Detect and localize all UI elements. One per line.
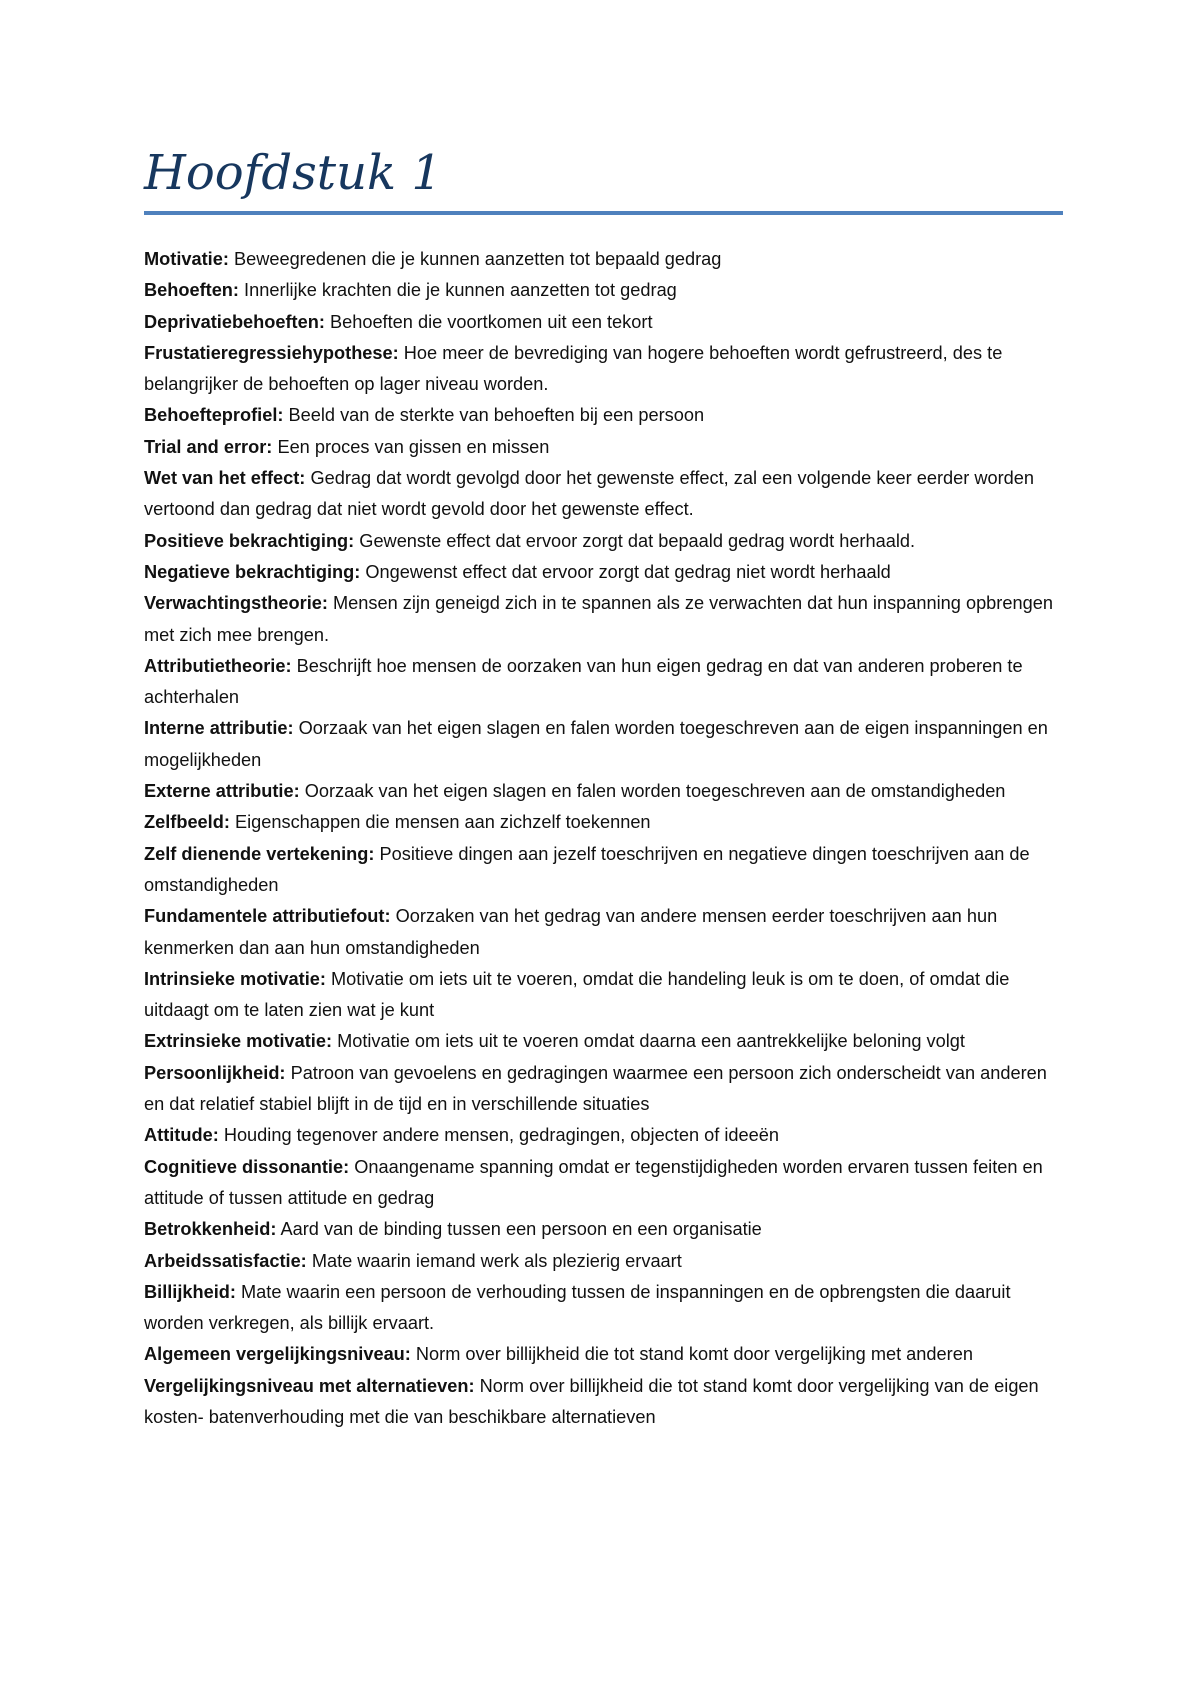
definition-entry: [144, 400, 1070, 431]
definition-text: Gedrag dat wordt gevolgd door het gewenste effect, zal een volgende keer eerder worden vertoond dan gedrag dat niet wordt gevold door het gewenste effect.: [144, 468, 1035, 520]
definition-text: Beschrijft hoe mensen de oorzaken van hun eigen gedrag en dat van anderen proberen te achterhalen: [144, 655, 1023, 708]
definition-term: Attitude:: [144, 1125, 219, 1146]
definition-term: Deprivatiebehoeften:: [144, 311, 325, 332]
definition-entry: [144, 307, 1070, 338]
definition-term: Wet van het effect:: [144, 468, 306, 489]
definition-entry: [144, 964, 1070, 1027]
definition-text: Positieve dingen aan jezelf toeschrijven en negatieve dingen toeschrijven aan de omstandigheden: [144, 843, 1030, 895]
chapter-heading: Hoofdstuk 1: [144, 145, 442, 201]
definition-term: Zelf dienende vertekening:: [144, 843, 375, 864]
definition-text: Aard van de binding tussen een persoon en een organisatie: [280, 1219, 762, 1240]
definition-term: Behoefteprofiel:: [144, 405, 284, 426]
definition-entry: [144, 1371, 1070, 1434]
definition-entry: [144, 432, 1070, 463]
definition-text: Ongewenst effect dat ervoor zorgt dat gedrag niet wordt herhaald: [365, 561, 891, 582]
definition-text: Mate waarin een persoon de verhouding tussen de inspanningen en de opbrengsten die daaruit worden verkregen, als billijk ervaart.: [144, 1281, 1011, 1334]
definition-text: Norm over billijkheid die tot stand komt door vergelijking met anderen: [415, 1344, 973, 1365]
definition-text: Gewenste effect dat ervoor zorgt dat bepaald gedrag wordt herhaald.: [359, 530, 916, 551]
definition-entry: [144, 275, 1070, 306]
definition-entry: [144, 1214, 1070, 1245]
definition-entry: [144, 713, 1070, 776]
definition-entry: [144, 1339, 1070, 1370]
definition-text: Eigenschappen die mensen aan zichzelf toekennen: [234, 812, 651, 833]
definition-term: Betrokkenheid:: [144, 1219, 277, 1240]
definition-term: Attributietheorie:: [144, 655, 292, 676]
definition-entry: [144, 557, 1070, 588]
definition-text: Patroon van gevoelens en gedragingen waarmee een persoon zich onderscheidt van anderen en dat relatief stabiel blijft in de tijd en in verschillende situaties: [144, 1062, 1047, 1115]
definition-text: Oorzaken van het gedrag van andere mensen eerder toeschrijven aan hun kenmerken dan aan hun omstandigheden: [144, 906, 998, 958]
definition-term: Intrinsieke motivatie:: [144, 968, 326, 989]
definition-term: Trial and error:: [144, 436, 273, 457]
definition-term: Externe attributie:: [144, 781, 300, 802]
definition-term: Persoonlijkheid:: [144, 1062, 286, 1083]
definition-entry: [144, 588, 1070, 651]
heading-underline: [144, 211, 1063, 215]
definition-term: Verwachtingstheorie:: [144, 593, 328, 614]
definition-term: Cognitieve dissonantie:: [144, 1156, 350, 1177]
definition-entry: [144, 526, 1070, 557]
definition-term: Interne attributie:: [144, 718, 294, 739]
definition-term: Billijkheid:: [144, 1281, 236, 1302]
definition-text: Houding tegenover andere mensen, gedragingen, objecten of ideeën: [223, 1125, 779, 1146]
definition-term: Fundamentele attributiefout:: [144, 906, 391, 927]
definition-entry: [144, 839, 1070, 902]
definition-term: Extrinsieke motivatie:: [144, 1031, 333, 1052]
definition-text: Een proces van gissen en missen: [277, 436, 550, 457]
definition-text: Norm over billijkheid die tot stand komt door vergelijking van de eigen kosten- batenverhouding met die van beschikbare alternatieven: [144, 1375, 1039, 1427]
definition-entry: [144, 1152, 1070, 1215]
definition-term: Negatieve bekrachtiging:: [144, 561, 361, 582]
definition-entry: [144, 651, 1070, 714]
definition-entry: [144, 244, 1070, 275]
definition-entry: [144, 338, 1070, 401]
definition-entry: [144, 776, 1070, 807]
definition-text: Oorzaak van het eigen slagen en falen worden toegeschreven aan de eigen inspanningen en mogelijkheden: [144, 718, 1048, 770]
definition-entry: [144, 1246, 1070, 1277]
definition-entry: [144, 807, 1070, 838]
definition-entry: [144, 901, 1070, 964]
definition-text: Motivatie om iets uit te voeren, omdat die handeling leuk is om te doen, of omdat die uitdaagt om te laten zien wat je kunt: [144, 968, 1010, 1021]
definition-text: Oorzaak van het eigen slagen en falen worden toegeschreven aan de omstandigheden: [304, 781, 1006, 802]
definition-term: Frustatieregressiehypothese:: [144, 342, 399, 363]
definition-entry: [144, 1120, 1070, 1151]
definition-text: Mate waarin iemand werk als plezierig ervaart: [311, 1250, 682, 1271]
definition-term: Vergelijkingsniveau met alternatieven:: [144, 1375, 475, 1396]
definition-text: Onaangename spanning omdat er tegenstijdigheden worden ervaren tussen feiten en attitude of tussen attitude en gedrag: [144, 1156, 1043, 1208]
definition-text: Motivatie om iets uit te voeren omdat daarna een aantrekkelijke beloning volgt: [337, 1031, 965, 1052]
definition-text: Beeld van de sterkte van behoeften bij een persoon: [288, 405, 705, 426]
definition-entry: [144, 1277, 1070, 1340]
definition-term: Behoeften:: [144, 280, 239, 301]
definition-entry: [144, 1026, 1070, 1057]
definition-text: Innerlijke krachten die je kunnen aanzetten tot gedrag: [244, 280, 677, 301]
definition-text: Behoeften die voortkomen uit een tekort: [329, 311, 653, 332]
definition-list: [144, 244, 1070, 1433]
definition-entry: [144, 463, 1070, 526]
definition-term: Motivatie:: [144, 249, 229, 269]
definition-text: Mensen zijn geneigd zich in te spannen als ze verwachten dat hun inspanning opbrengen met zich mee brengen.: [144, 593, 1053, 645]
definition-text: Hoe meer de bevrediging van hogere behoeften wordt gefrustreerd, des te belangrijker de behoeften op lager niveau worden.: [144, 342, 1003, 395]
definition-term: Zelfbeeld:: [144, 812, 230, 833]
definition-entry: [144, 1058, 1070, 1121]
definition-term: Arbeidssatisfactie:: [144, 1250, 307, 1271]
definition-text: Beweegredenen die je kunnen aanzetten tot bepaald gedrag: [233, 249, 722, 269]
definition-term: Positieve bekrachtiging:: [144, 530, 355, 551]
definition-term: Algemeen vergelijkingsniveau:: [144, 1344, 411, 1365]
